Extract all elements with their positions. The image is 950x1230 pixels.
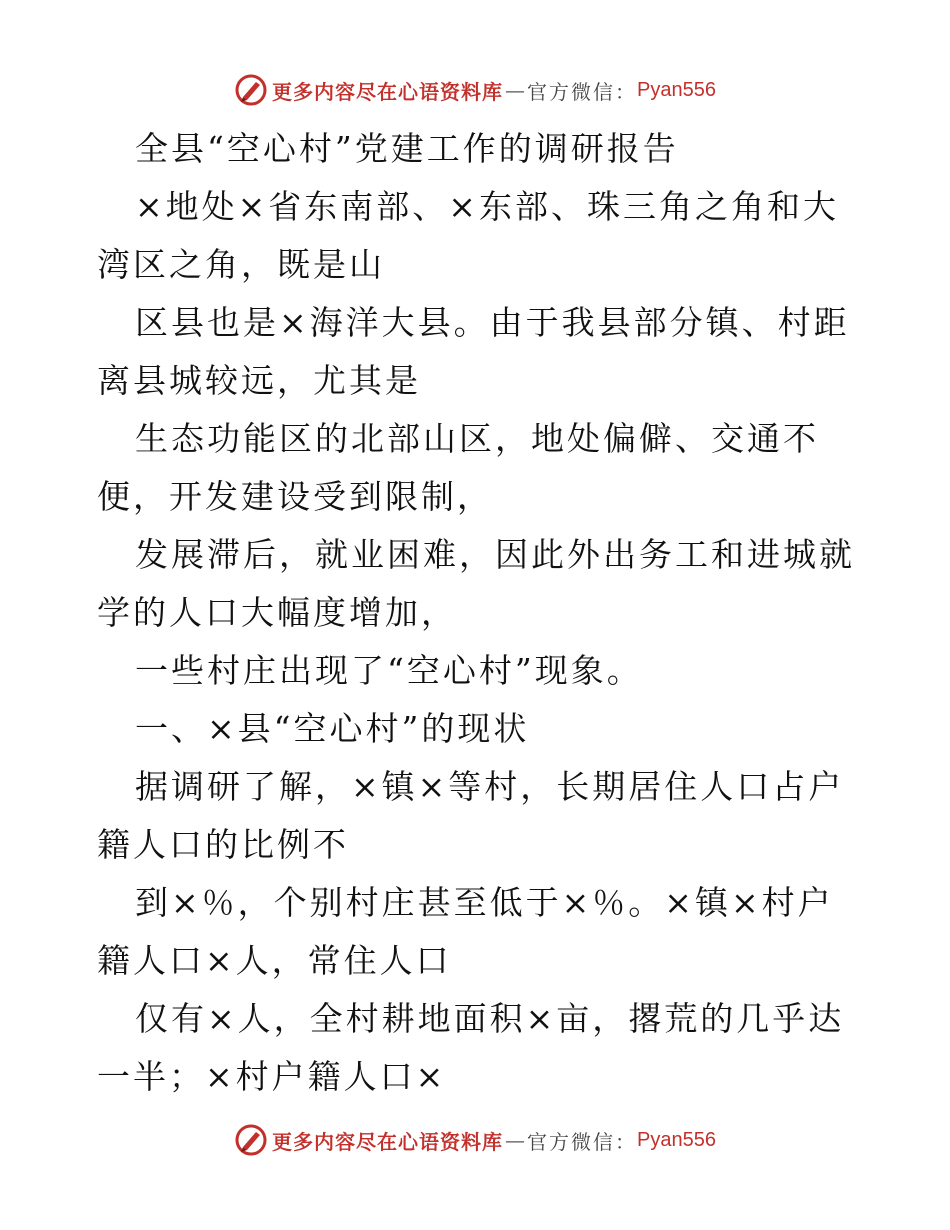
header-watermark — [0, 70, 950, 110]
paragraph: ×地处×省东南部、×东部、珠三角之角和大湾区之角，既是山 — [97, 187, 839, 284]
pen-logo-icon — [234, 1123, 268, 1157]
pen-logo-icon — [234, 73, 268, 107]
paragraph: 据调研了解，×镇×等村，长期居住人口占户籍人口的比例不 — [97, 767, 845, 864]
watermark-dash: — — [505, 1128, 526, 1152]
footer-watermark — [0, 1120, 950, 1160]
paragraph: 仅有×人，全村耕地面积×亩，撂荒的几乎达一半；×村户籍人口× — [97, 999, 845, 1096]
document-title: 全县“空心村”党建工作的调研报告 — [135, 129, 679, 168]
section-heading: 一、×县“空心村”的现状 — [135, 709, 530, 748]
watermark-sub: 官方微信： — [527, 1129, 638, 1154]
paragraph: 一些村庄出现了“空心村”现象。 — [135, 651, 643, 690]
watermark-sub: 官方微信： — [527, 79, 638, 104]
watermark-text: 更多内容尽在心语资料库 — [272, 1129, 504, 1154]
paragraph: 区县也是×海洋大县。由于我县部分镇、村距离县城较远，尤其是 — [97, 303, 850, 400]
watermark-text: 更多内容尽在心语资料库 — [272, 79, 504, 104]
watermark-wechat: Pyan556 — [637, 1128, 716, 1151]
watermark-wechat: Pyan556 — [637, 78, 716, 101]
document-body — [97, 120, 857, 1106]
paragraph: 发展滞后，就业困难，因此外出务工和进城就学的人口大幅度增加， — [97, 535, 855, 632]
paragraph: 生态功能区的北部山区，地处偏僻、交通不便，开发建设受到限制， — [97, 419, 819, 516]
paragraph: 到×％，个别村庄甚至低于×％。×镇×村户籍人口×人，常住人口 — [97, 883, 834, 980]
watermark-dash: — — [505, 78, 526, 102]
